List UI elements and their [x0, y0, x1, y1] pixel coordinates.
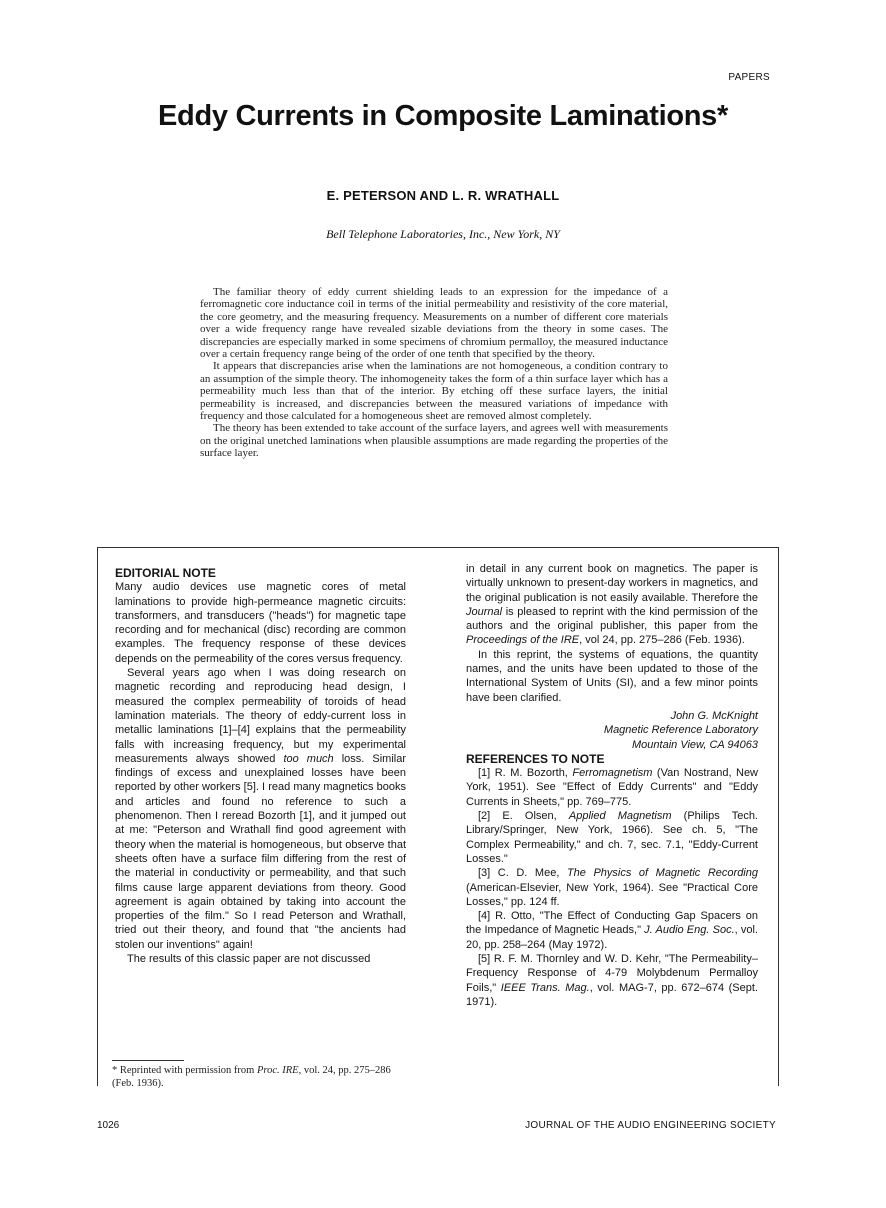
journal-name: JOURNAL OF THE AUDIO ENGINEERING SOCIETY	[525, 1120, 776, 1131]
page-number: 1026	[97, 1120, 120, 1131]
abstract-paragraph: The familiar theory of eddy current shielding leads to an expression for the impedance of a ferromagnetic core inductance coil in terms of the initial permeability and resistivity of the core material, the core geometry, and the measuring frequency. Measurements on a number of different core materials over a wide frequency range have revealed sizable deviations from the theory in some cases. The discrepancies are especially marked in some specimens of chromium permalloy, the measured inductance over a certain frequency range being of the order of one tenth that specified by the theory.	[200, 286, 668, 361]
editorial-heading: EDITORIAL NOTE	[115, 566, 216, 580]
abstract-paragraph: The theory has been extended to take account of the surface layers, and agrees well with measurements on the original unetched laminations when plausible assumptions are made regarding the properties of the surface layer.	[200, 422, 668, 460]
abstract-paragraph: It appears that discrepancies arise when the laminations are not homogeneous, a condition contrary to an assumption of the simple theory. The inhomogeneity takes the form of a thin surface layer which has a permeability much less than that of the interior. By etching off these surface layers, the initial permeability is increased, and discrepancies between the measured variations of impedance with frequency and those calculated for a homogeneous sheet are removed almost completely.	[200, 360, 668, 423]
editorial-paragraph: In this reprint, the systems of equations, the quantity names, and the units have been updated to those of the International System of Units (SI), and a few minor points have been clarified.	[466, 648, 758, 704]
footnote: * Reprinted with permission from Proc. IRE, vol. 24, pp. 275–286 (Feb. 1936).	[112, 1065, 391, 1089]
signature-location: Mountain View, CA 94063	[632, 738, 758, 751]
paper-title: Eddy Currents in Composite Laminations*	[158, 100, 728, 132]
references-heading: REFERENCES TO NOTE	[466, 751, 605, 766]
reference-item: [4] R. Otto, "The Effect of Conducting Gap Spacers on the Impedance of Magnetic Heads," J. Audio Eng. Soc., vol. 20, pp. 258–264 (May 1972).	[466, 910, 758, 951]
reference-item: [3] C. D. Mee, The Physics of Magnetic Recording (American-Elsevier, New York, 1964). See "Practical Core Losses," pp. 124 ff.	[466, 867, 758, 908]
reference-item: [1] R. M. Bozorth, Ferromagnetism (Van Nostrand, New York, 1951). See "Effect of Eddy Currents" and "Eddy Currents in Sheets," pp. 769–775.	[466, 767, 758, 808]
editorial-right-column	[466, 562, 758, 1009]
editorial-left-column	[115, 566, 406, 966]
affiliation: Bell Telephone Laboratories, Inc., New York, NY	[326, 227, 560, 241]
signature-name: John G. McKnight	[670, 709, 758, 722]
signature-organization: Magnetic Reference Laboratory	[603, 724, 758, 737]
editorial-paragraph: Many audio devices use magnetic cores of metal laminations to provide high-permeance magnetic circuits: transformers, and transducers ("heads") for magnetic tape recording and for mechanical (disc) recording are common examples. The frequency response of these devices depends on the permeability of the cores versus frequency.	[115, 581, 406, 665]
footnote-rule	[112, 1060, 184, 1061]
editorial-paragraph: in detail in any current book on magnetics. The paper is virtually unknown to present-day workers in magnetics, and the original publication is not easily available. Therefore the Journal is pleased to reprint with the kind permission of the authors and the original publisher, this paper from the Proceedings of the IRE, vol 24, pp. 275–286 (Feb. 1936).	[466, 563, 758, 647]
section-label: PAPERS	[728, 72, 770, 83]
authors: E. PETERSON AND L. R. WRATHALL	[326, 188, 560, 203]
editorial-signature	[466, 709, 758, 752]
reference-item: [2] E. Olsen, Applied Magnetism (Philips Tech. Library/Springer, New York, 1966). See ch. 5, "The Complex Permeability," and ch. 7, sec. 7.1, "Eddy-Current Losses."	[466, 810, 758, 865]
editorial-paragraph: Several years ago when I was doing research on magnetic recording and reproducing head design, I measured the complex permeability of toroids of head lamination materials. The theory of eddy-current loss in metallic laminations [1]–[4] explains that the permeability falls with increasing frequency, but my experimental measurements always showed too much loss. Similar findings of excess and unexplained losses have been reported by other workers [5]. I read many magnetics books and articles and found no reference to such a phenomenon. Then I reread Bozorth [1], and it jumped out at me: "Peterson and Wrathall find good agreement with theory when the material is homogeneous, but observe that sheets often have a surface film differing from the rest of the material in conductivity or permeability, and that such films cause large apparent deviations from theory. Good agreement is again obtained by taking into account the properties of the film." So I read Peterson and Wrathall, tried out their theory, and found that "the ancients had stolen our inventions" again!	[115, 667, 407, 951]
editorial-paragraph: The results of this classic paper are not discussed	[127, 953, 371, 966]
reference-item: [5] R. F. M. Thornley and W. D. Kehr, "The Permeability–Frequency Response of 4-79 Molybdenum Permalloy Foils," IEEE Trans. Mag., vol. MAG-7, pp. 672–674 (Sept. 1971).	[466, 953, 758, 1008]
abstract	[200, 286, 668, 460]
